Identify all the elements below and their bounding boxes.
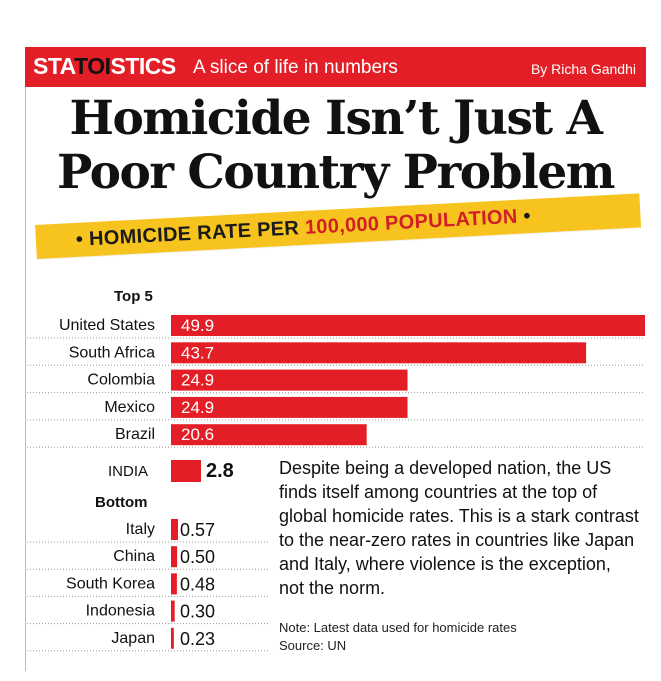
value-label-china: 0.50 [180, 547, 216, 568]
value-label-indonesia: 0.30 [180, 601, 216, 622]
value-label-south-korea: 0.48 [180, 574, 216, 595]
category-label-indonesia: Indonesia [85, 602, 155, 620]
value-label-japan: 0.23 [180, 628, 216, 649]
headline-line-1: Homicide Isn’t Just A [69, 91, 602, 146]
top-5-label: Top 5 [114, 288, 153, 305]
india-bar [171, 460, 201, 482]
value-label-brazil: 20.6 [181, 425, 215, 445]
india-value: 2.8 [206, 460, 234, 482]
tagline: A slice of life in numbers [193, 57, 398, 78]
value-label-united-states: 49.9 [181, 316, 215, 335]
description-text: Despite being a developed nation, the US finds itself among countries at the top of global homicide rates. This is a stark contrast to the near-zero rates in countries like Japan and Italy, where violence is the exception, not the norm. [279, 458, 639, 598]
category-label-mexico: Mexico [104, 398, 155, 416]
bar-south-africa [171, 342, 586, 363]
headline-line-2: Poor Country Problem [57, 145, 614, 200]
india-label: INDIA [108, 463, 149, 480]
category-label-italy: Italy [125, 521, 155, 538]
category-label-united-states: United States [58, 317, 155, 334]
chart-title-end: • [516, 205, 532, 228]
value-label-south-africa: 43.7 [181, 343, 215, 363]
bar-south-korea [171, 573, 177, 594]
value-label-italy: 0.57 [180, 520, 216, 540]
source-text: Source: UN [279, 638, 347, 653]
value-label-mexico: 24.9 [181, 397, 215, 417]
note-text: Note: Latest data used for homicide rates [279, 620, 517, 635]
bar-japan [171, 628, 174, 649]
category-label-china: China [113, 548, 155, 566]
category-label-brazil: Brazil [114, 426, 155, 444]
bar-united-states [171, 315, 645, 336]
bar-italy [171, 519, 178, 540]
brand-toi: TOI [74, 53, 111, 79]
brand-suffix: STICS [110, 53, 176, 79]
bottom-label: Bottom [95, 494, 148, 511]
category-label-japan: Japan [111, 629, 155, 647]
chart-title-accent: 100,000 POPULATION [304, 205, 519, 239]
brand-prefix: STA [33, 53, 75, 79]
byline: By Richa Gandhi [530, 61, 636, 77]
category-label-south-korea: South Korea [66, 575, 155, 593]
value-label-colombia: 24.9 [181, 370, 215, 390]
category-label-colombia: Colombia [87, 371, 155, 389]
chart-title-start: • HOMICIDE RATE PER [75, 216, 306, 251]
bar-china [171, 546, 177, 567]
bar-indonesia [171, 601, 175, 622]
category-label-south-africa: South Africa [68, 344, 155, 362]
